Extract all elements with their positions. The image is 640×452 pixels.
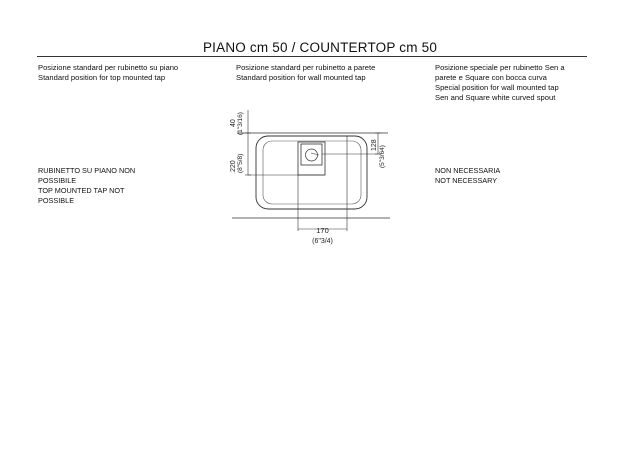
dim-bottom-inch-label: (6"3/4) [312,238,333,245]
tap-spout [311,153,319,155]
tap-circle-icon [306,149,318,161]
column-3-line-2: parete e Square con bocca curva [435,73,547,82]
dim-bottom-label: 170 [316,226,329,235]
basin-outer-outline [256,136,367,209]
dim-top-inch-label: (1"3/16) [237,112,244,135]
column-2-line-1: Posizione standard per rubinetto a parete [236,63,376,72]
tap-outline [298,142,325,175]
note-3-line-1: NON NECESSARIA [435,166,501,175]
note-1-line-4: POSSIBLE [38,196,75,205]
basin-inner-outline [263,141,361,204]
dim-right-label: 128 [371,139,378,151]
column-1-line-1: Posizione standard per rubinetto su piano [38,63,179,72]
dim-left-inch-label: (8"5/8) [237,153,244,173]
dim-right-inch-label: (5"3/64) [379,145,386,168]
note-1-line-2: POSSIBILE [38,176,77,185]
dim-top-label: 40 [230,119,237,127]
note-1-line-1: RUBINETTO SU PIANO NON [38,166,136,175]
column-3-line-4: Sen and Square white curved spout [435,93,556,102]
column-1-line-2: Standard position for top mounted tap [38,73,166,82]
tap-base [301,144,322,165]
dim-left-label: 220 [230,160,237,172]
note-3-line-2: NOT NECESSARY [435,176,498,185]
column-3-line-1: Posizione speciale per rubinetto Sen a [435,63,565,72]
column-3-line-3: Special position for wall mounted tap [435,83,559,92]
note-1-line-3: TOP MOUNTED TAP NOT [38,186,125,195]
column-2-line-2: Standard position for wall mounted tap [236,73,366,82]
page-title: PIANO cm 50 / COUNTERTOP cm 50 [202,40,438,55]
